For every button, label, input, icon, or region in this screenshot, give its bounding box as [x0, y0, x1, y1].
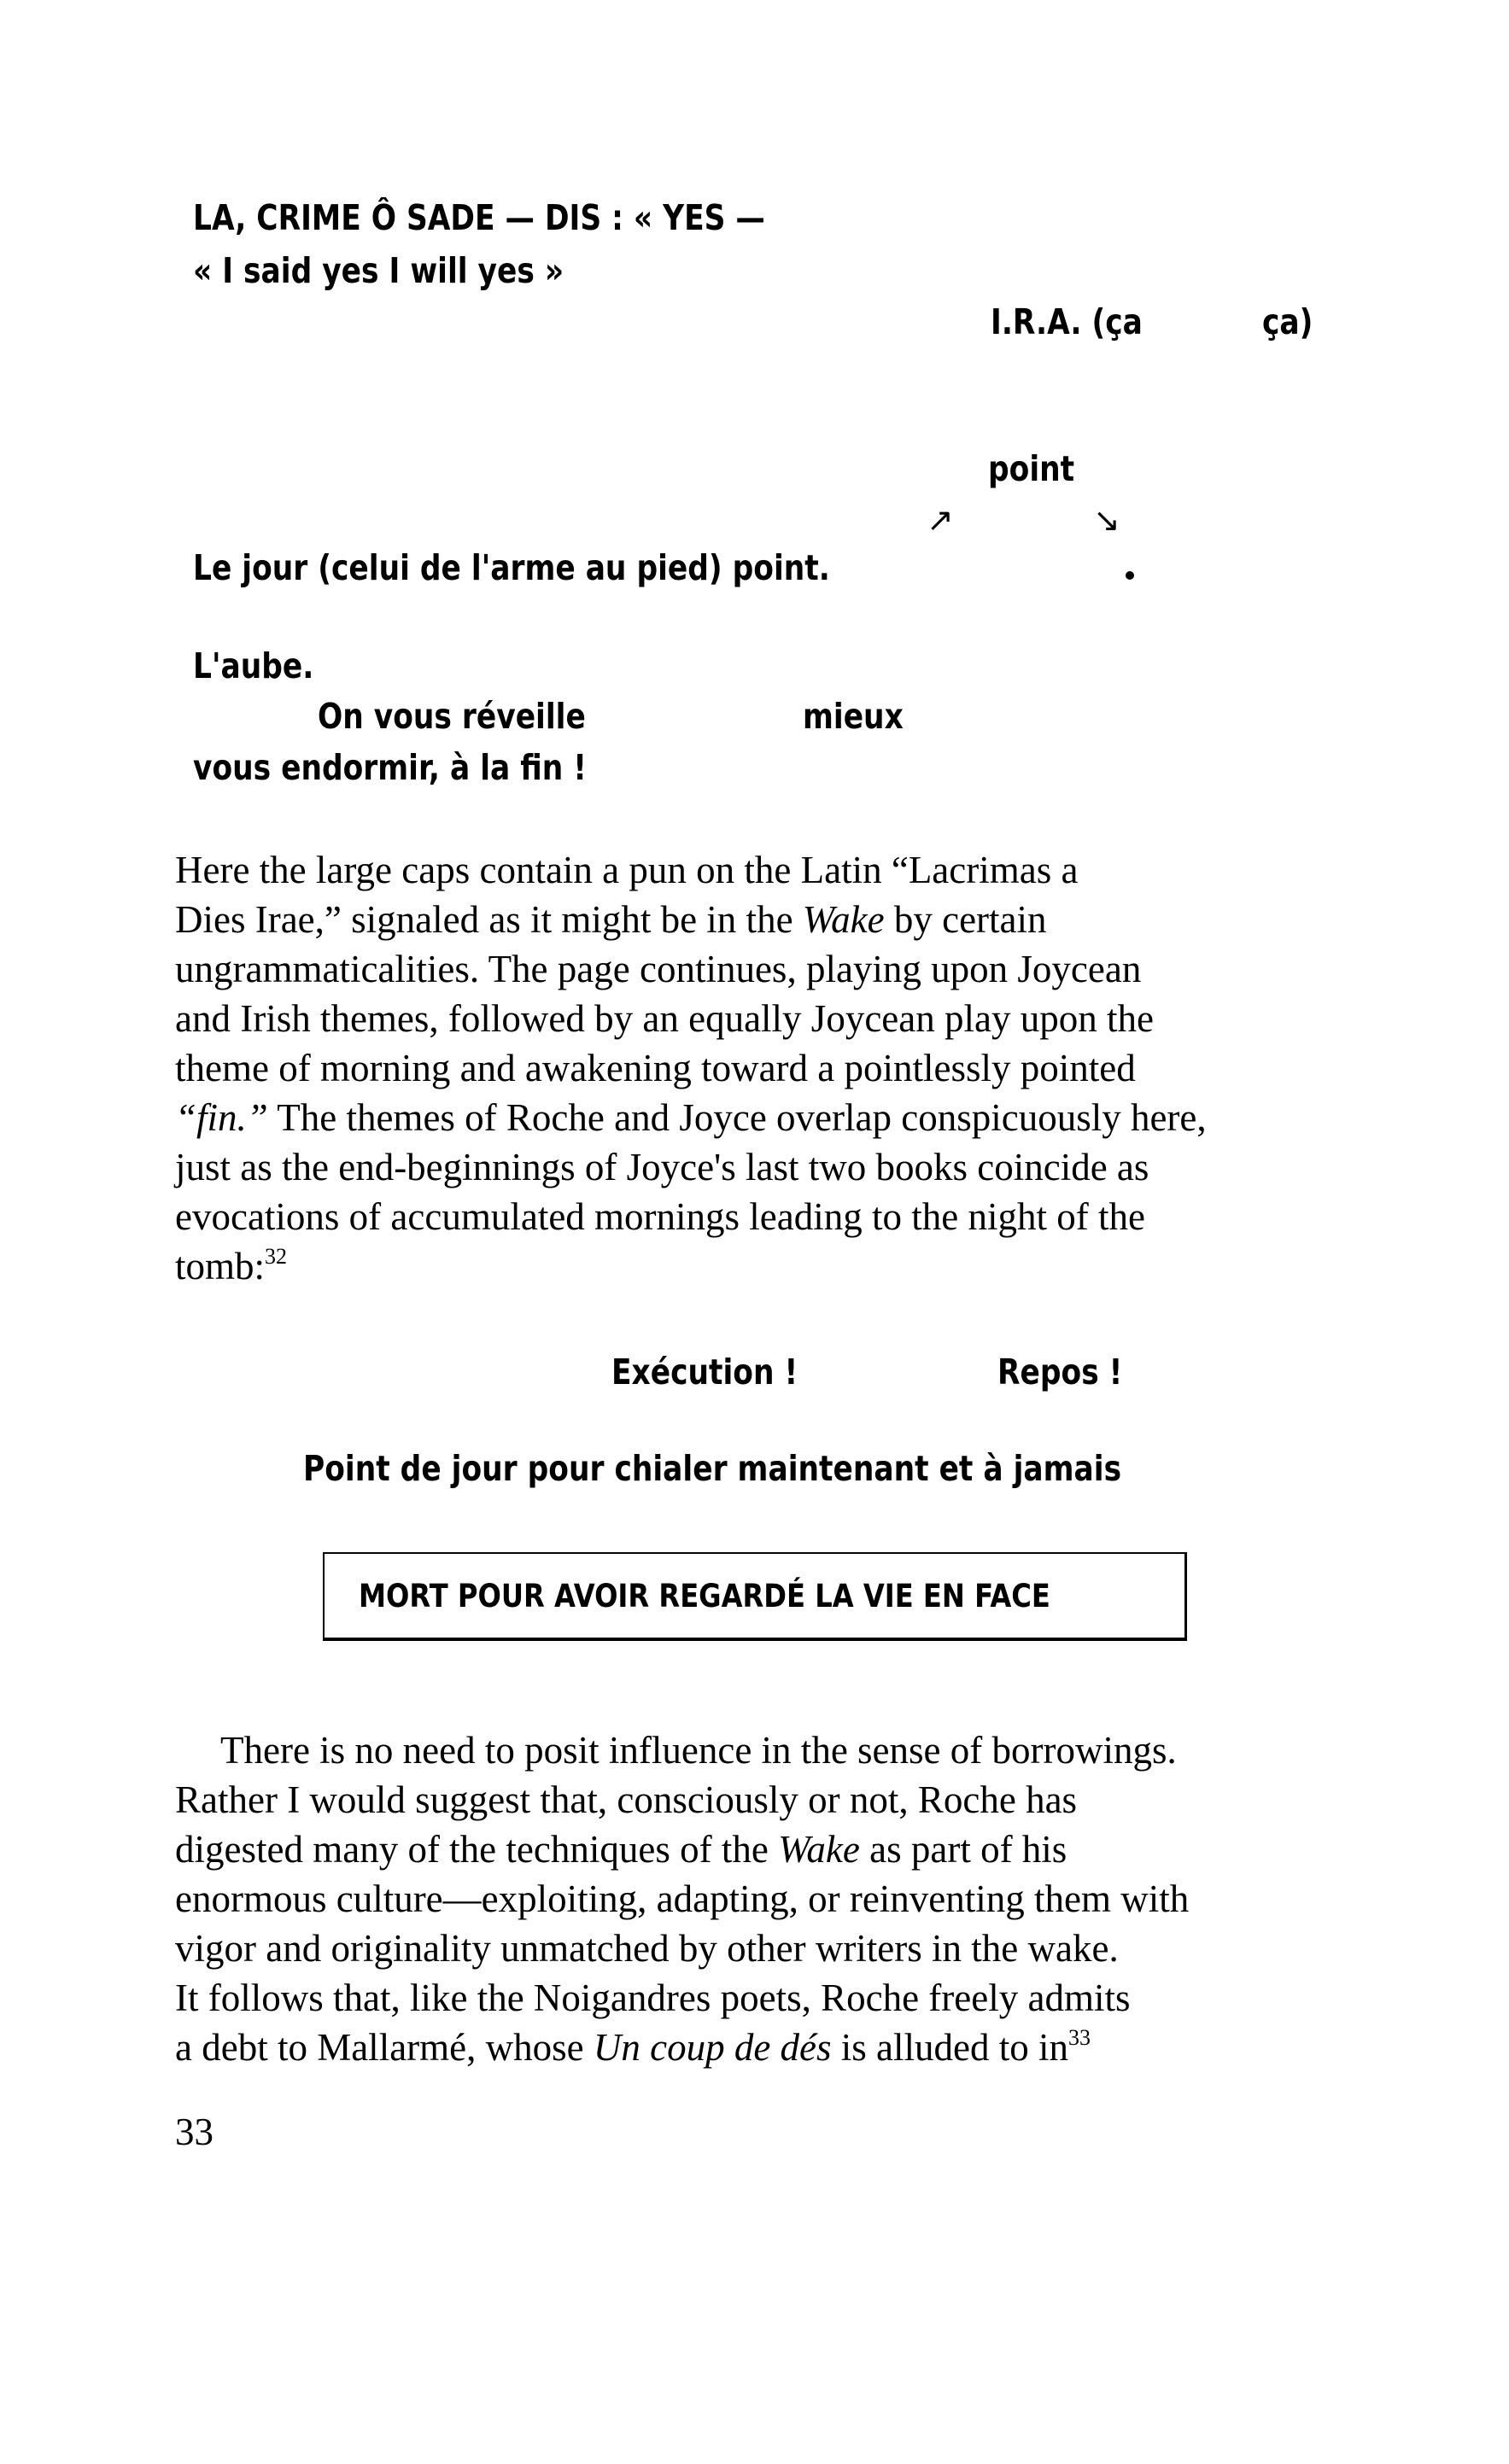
text-line: Dies Irae,” signaled as it might be in the Wake by certain: [175, 898, 1047, 941]
arrow-up-right-icon: ↗: [927, 501, 954, 539]
text-line: a debt to Mallarmé, whose Un coup de dés is alluded to $in^{33}$: [175, 2025, 1091, 2069]
poem-line-aube: L'aube.: [193, 645, 314, 686]
text-line: “fin.” The themes of Roche and Joyce overlap conspicuously here,: [175, 1096, 1207, 1139]
text-line: tomb:$^{32}$: [175, 1244, 288, 1287]
poem-line-endormir: vous endormir, à la fin !: [193, 747, 587, 788]
poem-dot: [1126, 571, 1134, 580]
footnote-ref: 33: [1068, 2025, 1091, 2050]
footnote-ref: 32: [265, 1244, 288, 1269]
poem-line-reveille: On vous réveille: [318, 696, 586, 737]
text-line: and Irish themes, followed by an equally Joycean play upon the: [175, 997, 1154, 1040]
text-line: digested many of the techniques of the Wake as part of his: [175, 1828, 1067, 1871]
text-line: just as the end-beginnings of Joyce's last two books coincide as: [175, 1146, 1149, 1188]
poem-ca: ça): [1262, 301, 1313, 342]
italic-title: Un coup de dés: [593, 2026, 832, 2069]
poem-mieux: mieux: [803, 696, 904, 737]
text-line: Rather I would suggest that, consciously or not, Roche has: [175, 1778, 1078, 1821]
text-line: It follows that, like the Noigandres poets, Roche freely admits: [175, 1976, 1131, 2019]
italic-title: Wake: [802, 898, 885, 941]
boxed-inscription-text: MORT POUR AVOIR REGARDÉ LA VIE EN FACE: [359, 1578, 1050, 1614]
text-line: theme of morning and awakening toward a pointlessly pointed: [175, 1047, 1136, 1089]
poem-line-crime-sade: LA, CRIME Ô SADE — DIS : « YES —: [193, 197, 765, 238]
page-number: 33: [175, 2111, 213, 2153]
text-line: ungrammaticalities. The page continues, playing upon Joycean: [175, 948, 1142, 990]
poem-ira: I.R.A. (ça: [991, 301, 1143, 342]
text-line: evocations of accumulated mornings leading to the night of the: [175, 1195, 1145, 1238]
boxed-inscription: [323, 1552, 1187, 1641]
arrow-down-right-icon: ↘: [1093, 501, 1120, 539]
poem-line-point-de-jour: Point de jour pour chialer maintenant et à jamais: [303, 1448, 1122, 1489]
text-line: vigor and originality unmatched by other writers in the wake.: [175, 1927, 1119, 1970]
italic-title: Wake: [778, 1828, 860, 1871]
poem-repos: Repos !: [997, 1352, 1123, 1393]
italic-word: “fin.”: [175, 1096, 268, 1139]
poem-execution: Exécution !: [611, 1352, 798, 1393]
text-line: Here the large caps contain a pun on the Latin “Lacrimas a: [175, 849, 1079, 891]
poem-line-le-jour: Le jour (celui de l'arme au pied) point.: [193, 547, 830, 588]
text-line: There is no need to posit influence in the sense of borrowings.: [220, 1729, 1177, 1772]
poem-line-said-yes: « I said yes I will yes »: [193, 250, 564, 291]
poem-point-top: point: [988, 448, 1075, 489]
text-line: enormous culture—exploiting, adapting, or reinventing them with: [175, 1877, 1190, 1920]
